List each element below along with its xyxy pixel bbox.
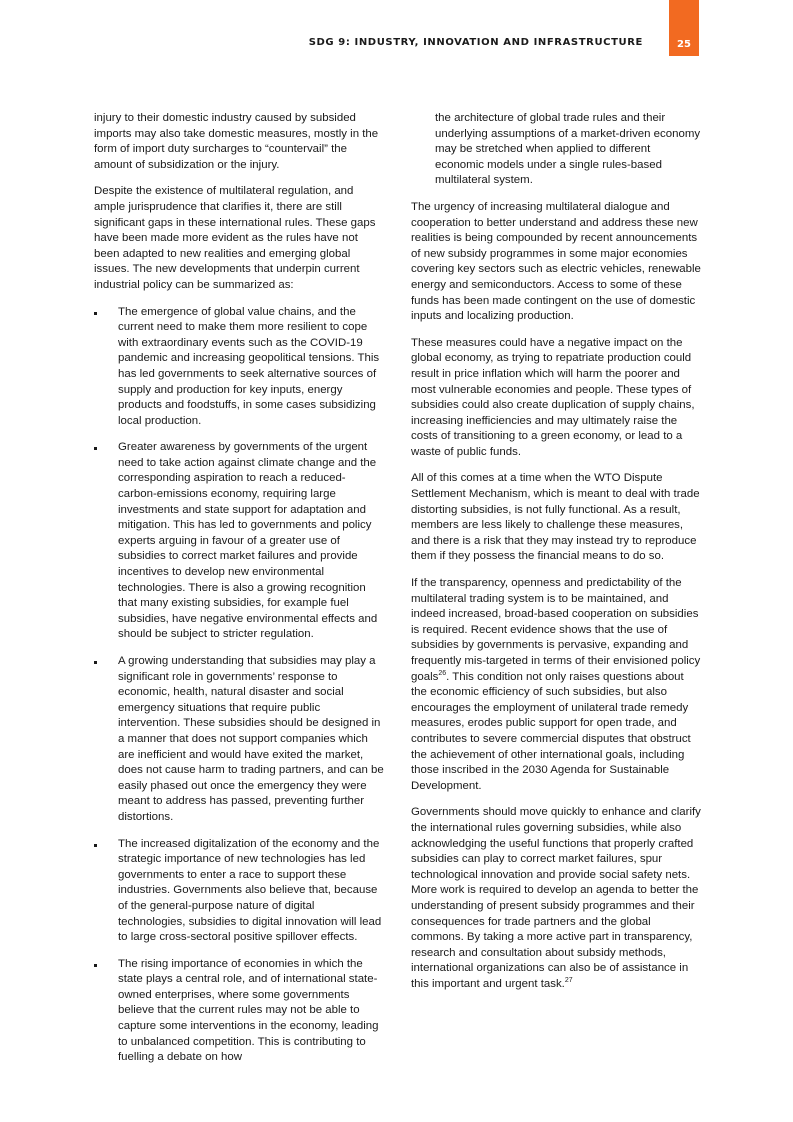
page-number: 25 <box>677 39 691 50</box>
page-number-tab <box>669 0 699 56</box>
paragraph: All of this comes at a time when the WTO Dispute Settlement Mechanism, which is meant to deal with trade distorting subsidies, is not fully functional. As a result, members are less likely to challenge these measures, and there is a risk that they may instead try to reproduce them if they possess the financial means to do so. <box>411 472 700 563</box>
paragraph: injury to their domestic industry caused by subsided imports may also take domestic measures, mostly in the form of import duty surcharges to “countervail” the amount of subsidization or the injury. <box>94 112 379 171</box>
paragraph-text: Governments should move quickly to enhance and clarify the international rules governing subsidies, while also acknowledging the useful functions that properly crafted subsidies can play to correct market failures, spur technological innovation and provide social safety nets. More work is required to develop an agenda to better the understanding of present subsidy programmes and their consequences for trade partners and the global commons. By taking a more active part in transparency, research and consultation about subsidy methods, international organizations can also be of assistance in this important and urgent task. <box>411 806 701 990</box>
list-item: The rising importance of economies in which the state plays a central role, and of international state-owned enterprises, where some governments believe that the current rules may not be able to capture some interventions in the economy, leading to unbalanced competition. This is contributing to fuelling a debate on how <box>94 957 384 1066</box>
paragraph-text: . This condition not only raises questions about the economic efficiency of such subsidies, but also encourages the employment of unilateral trade remedy measures, erodes public support for open trade, and contributes to severe commercial disputes that obstruct the achievement of other international goals, including those inscribed in the 2030 Agenda for Sustainable Development. <box>411 670 691 792</box>
list-item: Greater awareness by governments of the urgent need to take action against climate change and the corresponding aspiration to reach a reduced-carbon-emissions economy, requiring large investments and state support for adaptation and mitigation. This has led to governments and policy experts arguing in favour of a greater use of subsidies to correct market failures and provide incentives to develop new environmental technologies. There is also a growing recognition that many existing subsidies, for example fuel subsidies, have negative environmental effects and should be subject to stricter regulation. <box>94 440 384 643</box>
running-header-title: SDG 9: INDUSTRY, INNOVATION AND INFRASTRUCTURE <box>308 37 643 48</box>
paragraph: The urgency of increasing multilateral dialogue and cooperation to better understand and address these new realities is being compounded by recent announcements of new subsidy programmes in some major economies covering key sectors such as electric vehicles, renewable energy and semiconductors. Access to some of these funds has been made contingent on the use of domestic inputs and localizing production. <box>411 200 701 323</box>
list-item: The increased digitalization of the economy and the strategic importance of new technologies has led governments to enter a race to support these industries. Governments also believe that, because of the general-purpose nature of digital technologies, subsidies to digital innovation will lead to large cross-sectoral positive spillover effects. <box>94 837 384 946</box>
footnote-ref-27[interactable]: 27 <box>564 977 573 985</box>
page-header <box>0 0 793 56</box>
list-item: The emergence of global value chains, and the current need to make them more resilient to cope with extraordinary events such as the COVID-19 pandemic and increasing geopolitical tensions. This has led governments to seek alternative sources of supply and production for key inputs, energy products and foodstuffs, in some cases subsidizing local production. <box>94 305 384 430</box>
paragraph-text: If the transparency, openness and predictability of the multilateral trading system is to be maintained, and indeed increased, broad-based cooperation on subsidies is required. Recent evidence shows that the use of subsidies by governments is pervasive, expanding and frequently mis-targeted in terms of their envisioned policy goals <box>411 577 701 683</box>
paragraph <box>411 805 701 992</box>
paragraph <box>411 576 701 794</box>
footnote-ref-26[interactable]: 26 <box>438 669 447 677</box>
left-column <box>94 111 384 1077</box>
paragraph: Despite the existence of multilateral regulation, and ample jurisprudence that clarifies it, there are still significant gaps in these international rules. These gaps have been made more evident as the rules have not been adapted to new realities and emerging global issues. The new developments that underpin current industrial policy can be summarized as: <box>94 185 376 291</box>
list-item: A growing understanding that subsidies may play a significant role in governments’ response to economic, health, natural disaster and social emergency situations that require public intervention. These subsidies should be designed in a manner that does not support companies which are inefficient and would have exited the market, does not cause harm to trading partners, and can be easily phased out once the emergency they were meant to address has passed, preventing further distortions. <box>94 654 384 826</box>
list-item-continuation: the architecture of global trade rules and their underlying assumptions of a market-driven economy may be stretched when applied to different economic models under a single rules-based multilateral system. <box>435 112 701 187</box>
right-column <box>411 111 701 1003</box>
paragraph: These measures could have a negative impact on the global economy, as trying to repatriate production could result in price inflation which will harm the poorer and most vulnerable economies and people. These types of subsidies could also create duplication of supply chains, increasing inefficiencies and may ultimately raise the costs of transitioning to a green economy, or lead to a waste of public funds. <box>411 336 695 458</box>
developments-list <box>94 305 384 1066</box>
